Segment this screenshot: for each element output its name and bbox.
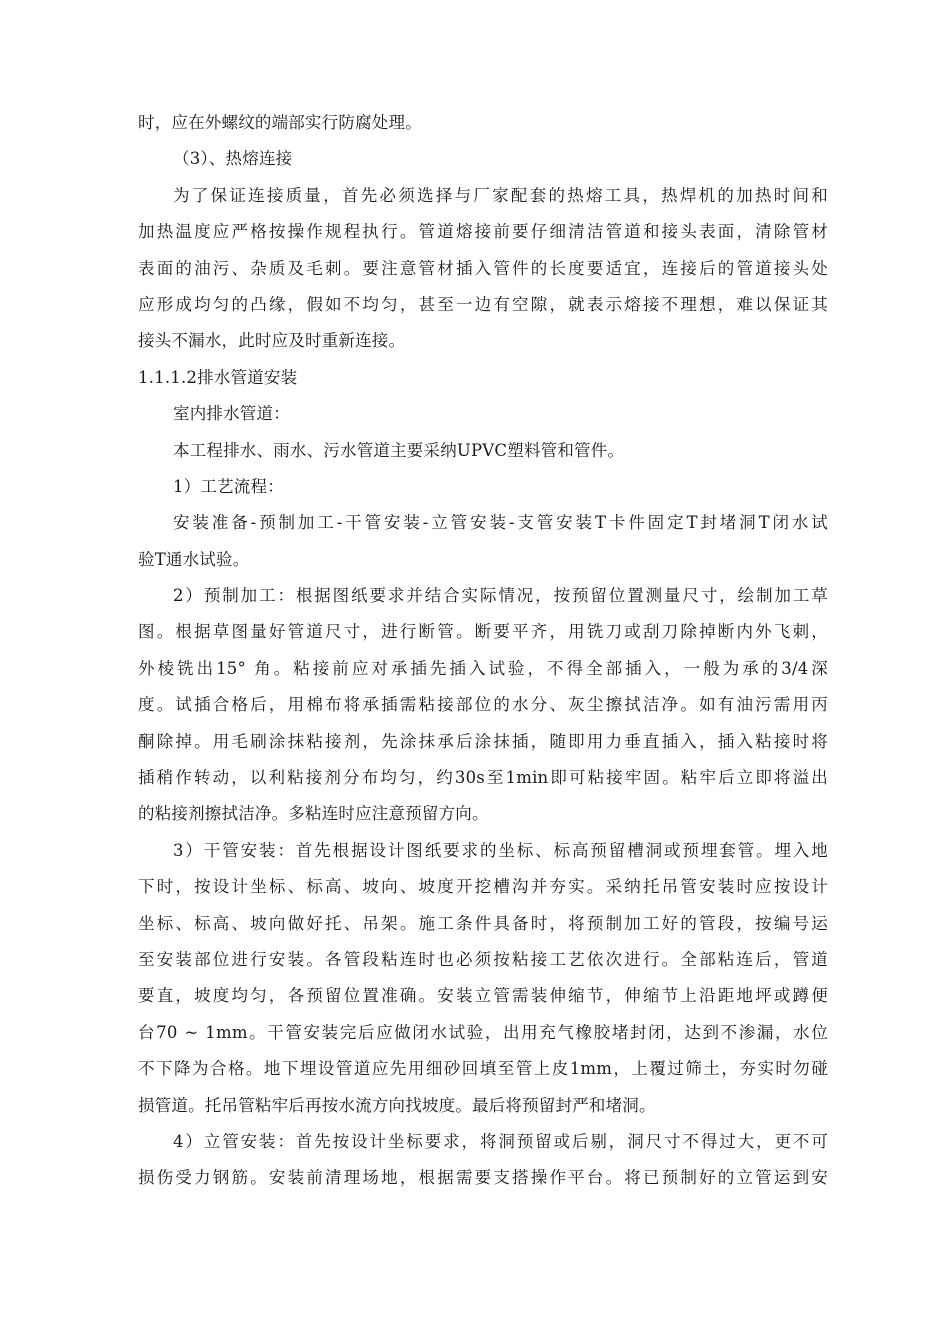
text-line: （3）、热熔连接 — [173, 149, 293, 169]
text-line: 室内排水管道： — [173, 404, 290, 424]
text-line: 插稍作转动，以利粘接剂分布均匀，约30s至1min即可粘接牢固。粘牢后立即将溢出 — [138, 768, 828, 788]
text-line: 接头不漏水，此时应及时重新连接。 — [138, 331, 406, 351]
text-line: 表面的油污、杂质及毛刺。要注意管材插入管件的长度要适宜，连接后的管道接头处 — [138, 258, 828, 278]
text-line: 应形成均匀的凸缘，假如不均匀，甚至一边有空隙，就表示熔接不理想，难以保证其 — [138, 294, 828, 314]
text-line: 3）干管安装：首先根据设计图纸要求的坐标、标高预留槽洞或预埋套管。埋入地 — [173, 840, 828, 860]
text-line: 不下降为合格。地下埋设管道应先用细砂回填至管上皮1mm，上覆过筛土，夯实时勿碰 — [138, 1059, 828, 1079]
text-line: 损管道。托吊管粘牢后再按水流方向找坡度。最后将预留封严和堵洞。 — [138, 1095, 656, 1115]
text-line: 图。根据草图量好管道尺寸，进行断管。断要平齐，用铣刀或刮刀除掉断内外飞刺， — [138, 622, 828, 642]
text-line: 本工程排水、雨水、污水管道主要采纳UPVC塑料管和管件。 — [173, 440, 625, 460]
text-line: 损伤受力钢筋。安装前清理场地，根据需要支搭操作平台。将已预制好的立管运到安 — [138, 1168, 828, 1188]
text-line: 下时，按设计坐标、标高、坡向、坡度开挖槽沟并夯实。采纳托吊管安装时应按设计 — [138, 877, 828, 897]
document-body — [138, 105, 828, 1197]
text-line: 坐标、标高、坡向做好托、吊架。施工条件具备时，将预制加工好的管段，按编号运 — [138, 913, 828, 933]
text-line: 2）预制加工：根据图纸要求并结合实际情况，按预留位置测量尺寸，绘制加工草 — [173, 586, 828, 606]
text-line: 安装准备-预制加工-干管安装-立管安装-支管安装T卡件固定T封堵洞T闭水试 — [173, 513, 828, 533]
text-line: 验T通水试验。 — [138, 549, 250, 569]
text-line: 要直，坡度均匀，各预留位置准确。安装立管需装伸缩节，伸缩节上沿距地坪或蹲便 — [138, 986, 828, 1006]
text-line: 的粘接剂擦拭洁净。多粘连时应注意预留方向。 — [138, 804, 489, 824]
text-line: 时，应在外螺纹的端部实行防腐处理。 — [138, 113, 422, 132]
text-line: 酮除掉。用毛刷涂抹粘接剂，先涂抹承后涂抹插，随即用力垂直插入，插入粘接时将 — [138, 731, 828, 751]
text-line: 为了保证连接质量，首先必须选择与厂家配套的热熔工具，热焊机的加热时间和 — [173, 185, 828, 205]
text-line: 1）工艺流程： — [173, 476, 284, 496]
text-line: 1.1.1.2排水管道安装 — [138, 367, 298, 387]
text-line: 台70 ~ 1mm。干管安装完后应做闭水试验，出用充气橡胶堵封闭，达到不渗漏，水位 — [138, 1022, 828, 1042]
text-line: 外棱铣出15° 角。粘接前应对承插先插入试验，不得全部插入，一般为承的3/4深 — [138, 658, 828, 678]
text-line: 4）立管安装：首先按设计坐标要求，将洞预留或后剔，洞尺寸不得过大，更不可 — [173, 1131, 828, 1151]
text-line: 加热温度应严格按操作规程执行。管道熔接前要仔细清洁管道和接头表面，清除管材 — [138, 222, 828, 242]
text-line: 度。试插合格后，用棉布将承插需粘接部位的水分、灰尘擦拭洁净。如有油污需用丙 — [138, 695, 828, 715]
text-line: 至安装部位进行安装。各管段粘连时也必须按粘接工艺依次进行。全部粘连后，管道 — [138, 949, 828, 969]
